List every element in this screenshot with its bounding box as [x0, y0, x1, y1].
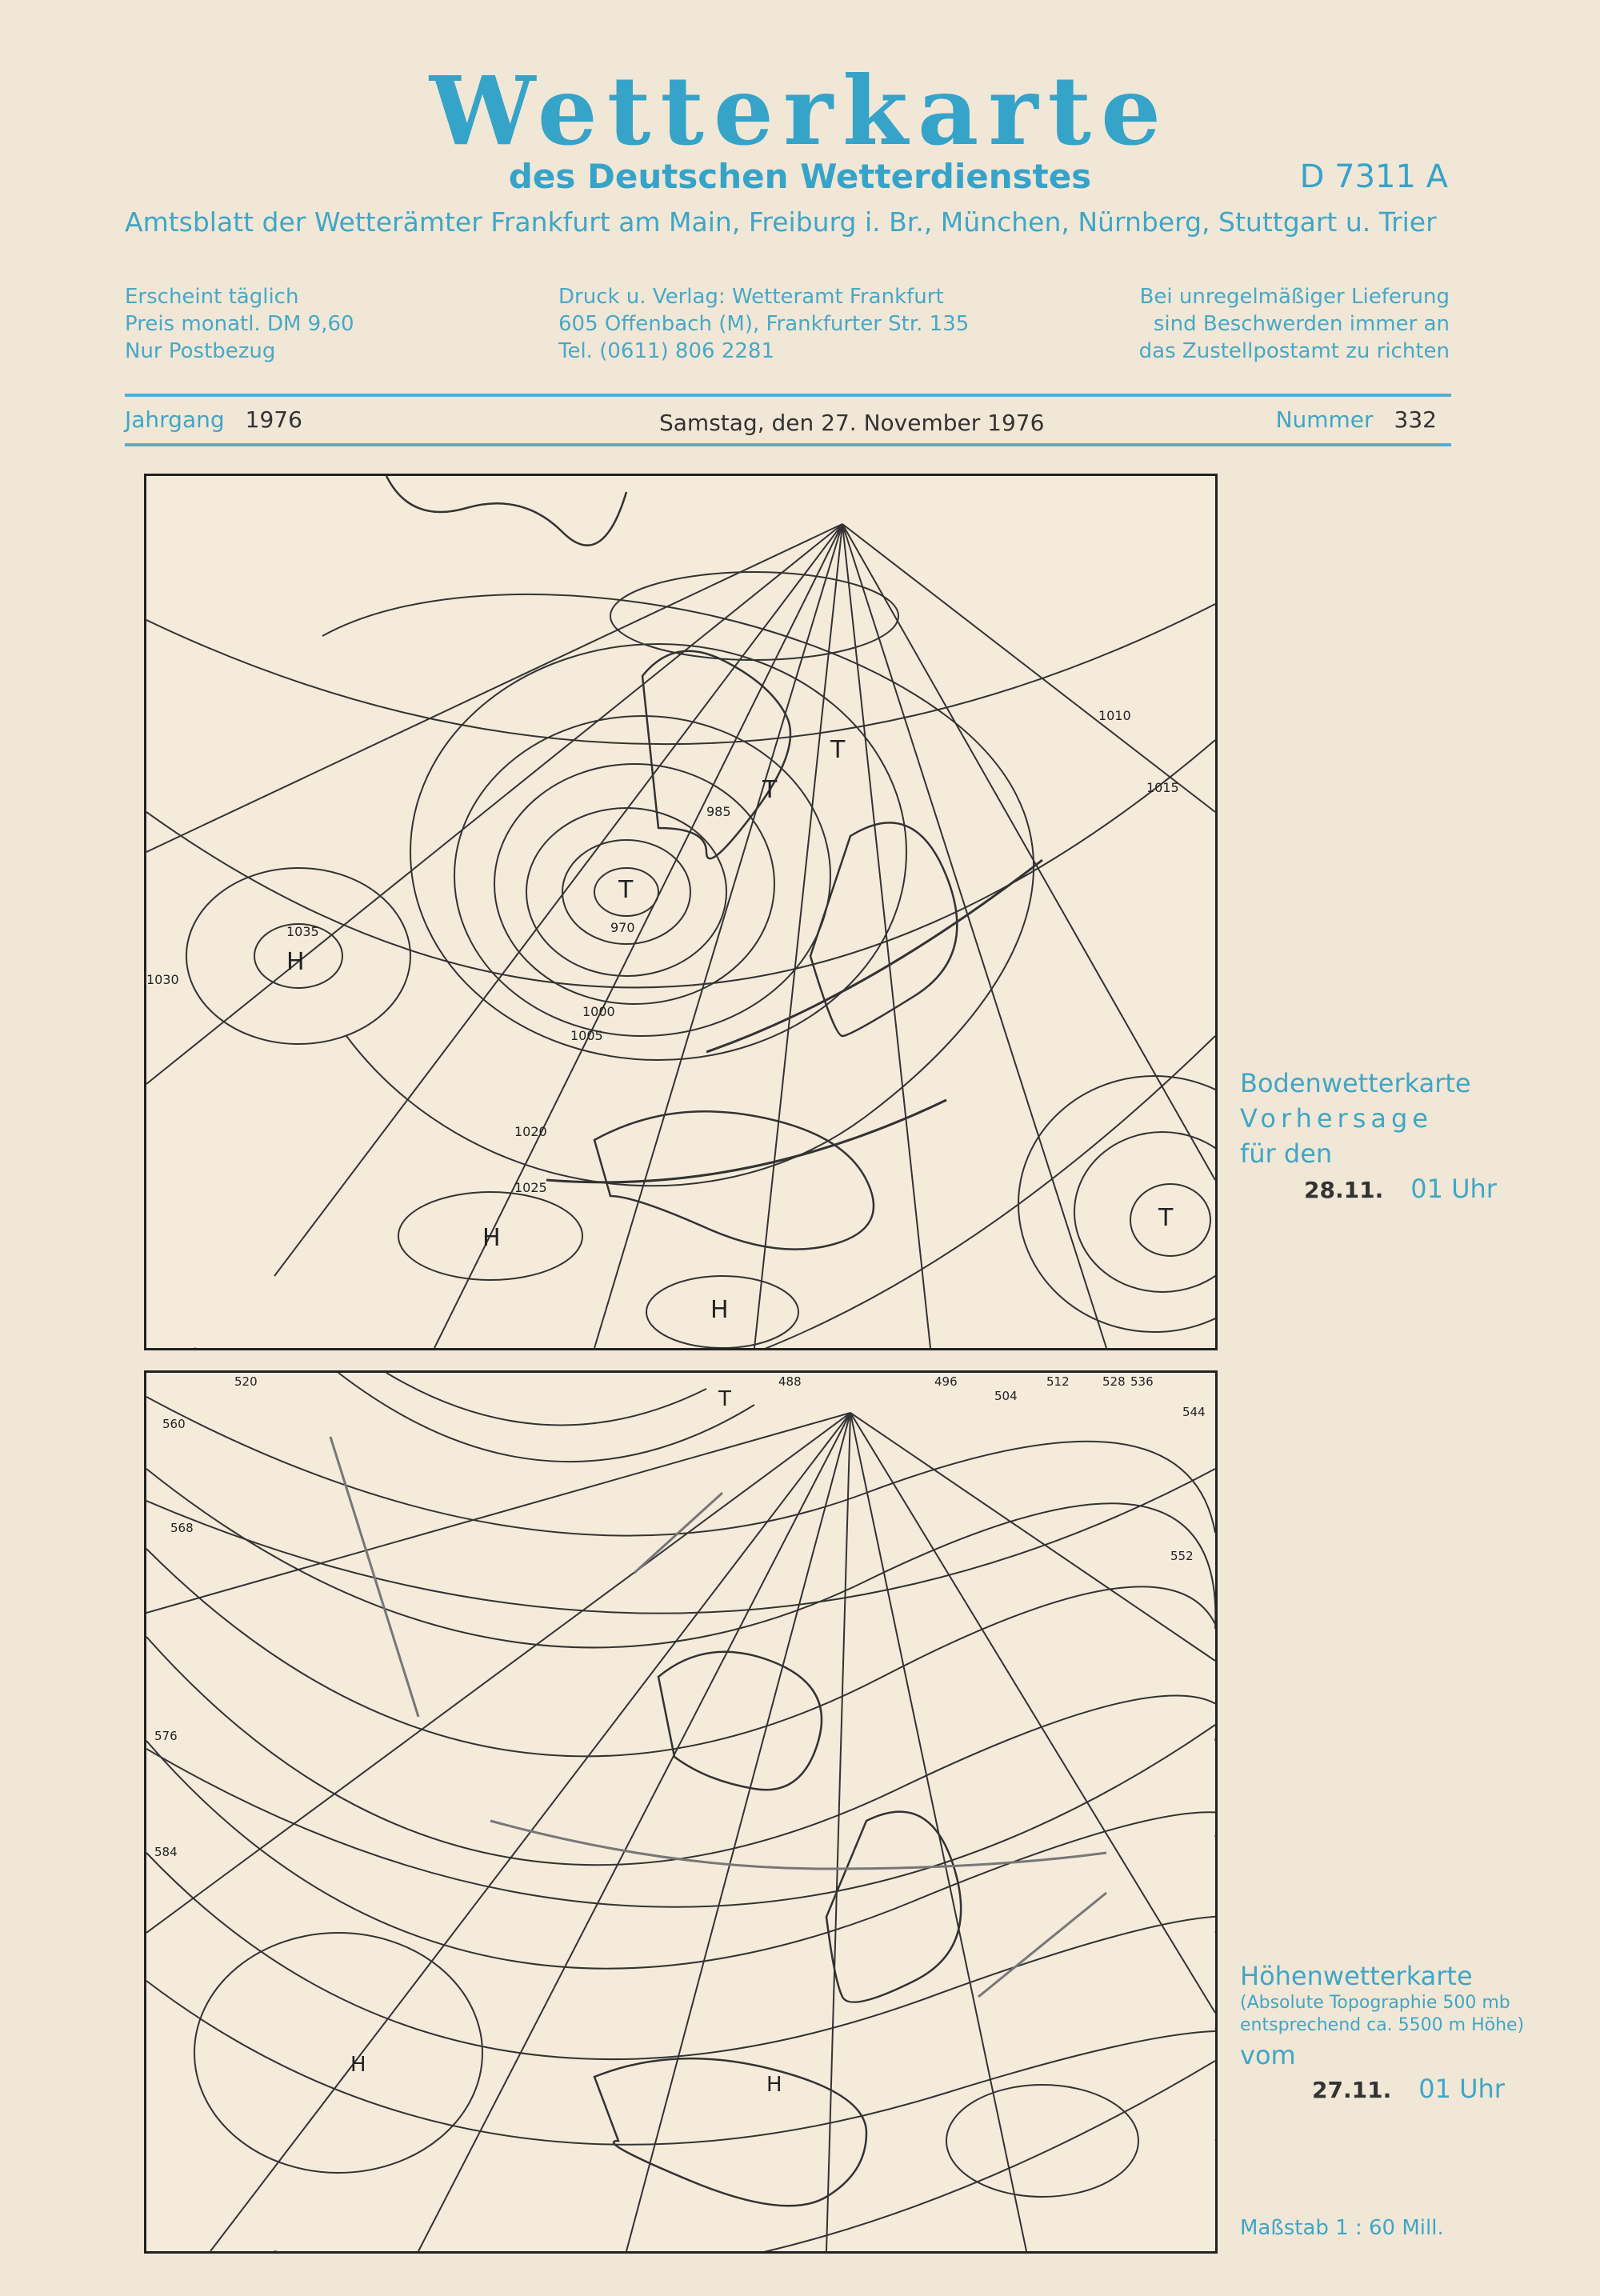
- amtsblatt-line: Amtsblatt der Wetterämter Frankfurt am Main, Freiburg i. Br., München, Nürnberg, Stuttgart u. Trier: [125, 206, 1437, 238]
- pressure-center: H: [482, 1224, 501, 1252]
- isobar-label: 1010: [1098, 708, 1131, 723]
- contour-label: 504: [994, 1389, 1018, 1403]
- pressure-center: T: [718, 1387, 731, 1411]
- nummer-label: Nummer: [1275, 406, 1374, 433]
- info-line: Tel. (0611) 806 2281: [558, 339, 774, 363]
- masthead-title: Wetterkarte: [429, 55, 1171, 166]
- info-line: Nur Postbezug: [125, 339, 276, 363]
- surface-map-timestamp: [1304, 1171, 1497, 1208]
- info-line: das Zustellpostamt zu richten: [1138, 339, 1450, 363]
- isobar-label: 1015: [1146, 780, 1179, 795]
- masthead-subtitle: des Deutschen Wetterdienstes: [508, 157, 1092, 196]
- upper-map-date: 27.11.: [1312, 2077, 1392, 2103]
- contour-label: 568: [170, 1521, 194, 1535]
- info-column-mid: [558, 283, 969, 365]
- surface-map-subtitle: Vorhersage: [1240, 1103, 1433, 1134]
- contour-label: 536: [1130, 1374, 1154, 1389]
- pressure-center: H: [286, 948, 305, 976]
- pressure-center: T: [830, 736, 846, 764]
- isobar-label: 1020: [514, 1124, 547, 1139]
- surface-map-time: 01 Uhr: [1410, 1174, 1497, 1204]
- surface-map-caption: [1240, 1066, 1497, 1208]
- contour-label: 512: [1046, 1374, 1070, 1389]
- info-line: Preis monatl. DM 9,60: [125, 312, 354, 336]
- info-line: Druck u. Verlag: Wetteramt Frankfurt: [558, 285, 944, 309]
- upper-map-svg: [146, 1373, 1215, 2251]
- surface-map-svg: [146, 476, 1215, 1348]
- jahrgang: [125, 406, 302, 433]
- issue-date: Samstag, den 27. November 1976: [659, 410, 1045, 436]
- contour-label: 544: [1182, 1405, 1206, 1419]
- upper-map-timestamp: [1312, 2074, 1524, 2104]
- info-line: sind Beschwerden immer an: [1153, 312, 1450, 336]
- contour-label: 584: [154, 1845, 178, 1859]
- isobar-label: 1000: [582, 1004, 615, 1019]
- contour-label: 576: [154, 1729, 178, 1743]
- upper-map-time: 01 Uhr: [1418, 2074, 1505, 2104]
- contour-label: 520: [234, 1374, 258, 1389]
- info-column-left: [125, 283, 354, 365]
- isobar-label: 1035: [286, 924, 319, 939]
- info-line: Bei unregelmäßiger Lieferung: [1139, 285, 1450, 309]
- upper-air-map: [144, 1370, 1218, 2254]
- isobar-label: 970: [610, 920, 635, 935]
- pressure-center: T: [762, 776, 778, 804]
- nummer-value: 332: [1394, 406, 1437, 433]
- jahrgang-label: Jahrgang: [125, 406, 225, 433]
- isobar-label: 1025: [514, 1180, 547, 1195]
- contour-label: 552: [1170, 1549, 1194, 1563]
- isobar-label: 1030: [146, 972, 179, 987]
- upper-map-from-label: vom: [1240, 2040, 1296, 2070]
- map-scale: Maßstab 1 : 60 Mill.: [1240, 2216, 1444, 2240]
- pressure-center: H: [710, 1296, 729, 1324]
- isobar-label: 1005: [570, 1028, 603, 1043]
- surface-map-date: 28.11.: [1304, 1177, 1384, 1203]
- top-rule: [125, 394, 1451, 397]
- upper-map-sub1: (Absolute Topographie 500 mb: [1240, 1993, 1510, 2013]
- upper-map-title: Höhenwetterkarte: [1240, 1961, 1473, 1991]
- pressure-center: T: [618, 876, 634, 904]
- nummer: [1276, 406, 1437, 433]
- info-line: Erscheint täglich: [125, 285, 299, 309]
- isobar-label: 985: [706, 804, 731, 819]
- upper-map-sub2: entsprechend ca. 5500 m Höhe): [1240, 2015, 1525, 2035]
- contour-label: 560: [162, 1417, 186, 1431]
- pressure-center: H: [766, 2073, 782, 2097]
- surface-weather-map: [144, 474, 1218, 1350]
- upper-map-caption: [1240, 1960, 1524, 2104]
- pressure-center: T: [1158, 1204, 1174, 1232]
- bottom-rule: [125, 443, 1451, 446]
- jahrgang-value: 1976: [245, 406, 302, 433]
- info-line: 605 Offenbach (M), Frankfurter Str. 135: [558, 312, 970, 336]
- contour-label: 528: [1102, 1374, 1126, 1389]
- contour-label: 488: [778, 1374, 802, 1389]
- surface-map-title: Bodenwetterkarte: [1240, 1068, 1471, 1098]
- contour-label: 496: [934, 1374, 958, 1389]
- info-column-right: [1139, 283, 1450, 365]
- pressure-center: H: [350, 2053, 366, 2077]
- publication-code: D 7311 A: [1299, 158, 1448, 195]
- surface-map-for-label: für den: [1240, 1138, 1333, 1169]
